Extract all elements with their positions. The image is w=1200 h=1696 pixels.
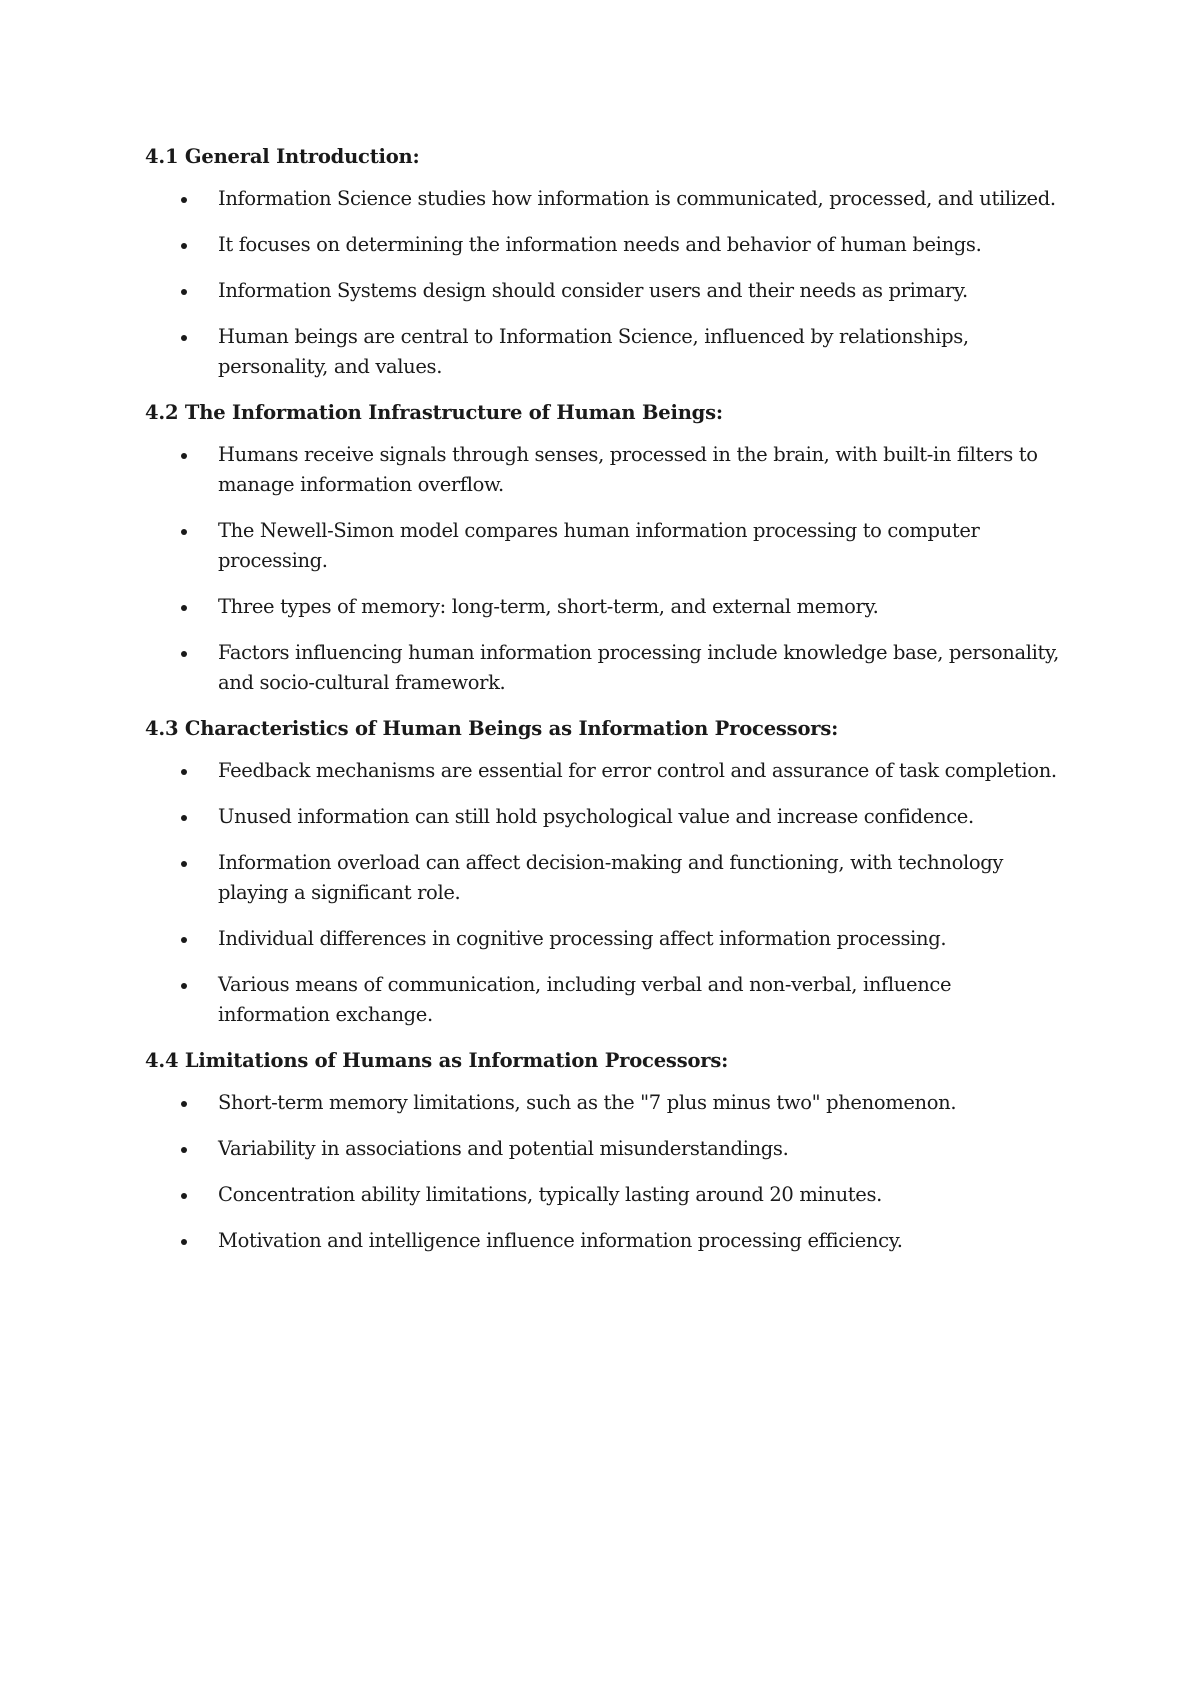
list-item-text: Motivation and intelligence influence information processing efficiency. xyxy=(218,1229,903,1252)
bullet-icon xyxy=(181,769,187,775)
list-item-text: Information overload can affect decision-making and functioning, with technology playing a significant role. xyxy=(218,851,1004,904)
bullet-icon xyxy=(181,289,187,295)
list-item xyxy=(145,516,1065,576)
list-item-text: Information Science studies how information is communicated, processed, and utilized. xyxy=(218,187,1056,210)
bullet-icon xyxy=(181,1239,187,1245)
list-item xyxy=(145,440,1065,500)
list-item-text: Various means of communication, including verbal and non-verbal, influence information exchange. xyxy=(218,973,952,1026)
bullet-icon xyxy=(181,937,187,943)
document-page xyxy=(145,142,1065,1272)
list-item xyxy=(145,276,1065,306)
list-item-text: Concentration ability limitations, typically lasting around 20 minutes. xyxy=(218,1183,882,1206)
list-item-text: Variability in associations and potential misunderstandings. xyxy=(218,1137,789,1160)
list-item-text: Humans receive signals through senses, processed in the brain, with built-in filters to manage information overflow. xyxy=(218,443,1038,496)
list-item-text: The Newell-Simon model compares human information processing to computer processing. xyxy=(218,519,980,572)
list-item xyxy=(145,1088,1065,1118)
bullet-list xyxy=(145,756,1065,1030)
list-item-text: Individual differences in cognitive processing affect information processing. xyxy=(218,927,947,950)
list-item xyxy=(145,802,1065,832)
bullet-icon xyxy=(181,197,187,203)
bullet-icon xyxy=(181,815,187,821)
bullet-list xyxy=(145,1088,1065,1256)
bullet-icon xyxy=(181,335,187,341)
list-item xyxy=(145,1180,1065,1210)
bullet-icon xyxy=(181,243,187,249)
list-item-text: Unused information can still hold psychological value and increase confidence. xyxy=(218,805,974,828)
section-heading: 4.4 Limitations of Humans as Information Processors: xyxy=(145,1049,729,1072)
bullet-icon xyxy=(181,1101,187,1107)
list-item xyxy=(145,592,1065,622)
list-item-text: Short-term memory limitations, such as the "7 plus minus two" phenomenon. xyxy=(218,1091,957,1114)
bullet-icon xyxy=(181,651,187,657)
bullet-icon xyxy=(181,529,187,535)
list-item xyxy=(145,756,1065,786)
section-information-infrastructure xyxy=(145,398,1065,698)
list-item xyxy=(145,970,1065,1030)
list-item xyxy=(145,1226,1065,1256)
list-item xyxy=(145,322,1065,382)
list-item xyxy=(145,1134,1065,1164)
list-item-text: Three types of memory: long-term, short-term, and external memory. xyxy=(218,595,879,618)
bullet-icon xyxy=(181,1193,187,1199)
section-heading: 4.3 Characteristics of Human Beings as Information Processors: xyxy=(145,717,839,740)
bullet-icon xyxy=(181,605,187,611)
list-item-text: Human beings are central to Information Science, influenced by relationships, personality, and values. xyxy=(218,325,969,378)
list-item xyxy=(145,184,1065,214)
list-item xyxy=(145,924,1065,954)
list-item xyxy=(145,230,1065,260)
section-characteristics xyxy=(145,714,1065,1030)
bullet-icon xyxy=(181,453,187,459)
bullet-icon xyxy=(181,983,187,989)
section-heading: 4.1 General Introduction: xyxy=(145,145,420,168)
section-general-introduction xyxy=(145,142,1065,382)
bullet-icon xyxy=(181,861,187,867)
list-item-text: Feedback mechanisms are essential for error control and assurance of task completion. xyxy=(218,759,1057,782)
section-limitations xyxy=(145,1046,1065,1256)
bullet-list xyxy=(145,440,1065,698)
list-item xyxy=(145,848,1065,908)
bullet-icon xyxy=(181,1147,187,1153)
list-item-text: It focuses on determining the information needs and behavior of human beings. xyxy=(218,233,982,256)
list-item xyxy=(145,638,1065,698)
list-item-text: Information Systems design should consider users and their needs as primary. xyxy=(218,279,968,302)
list-item-text: Factors influencing human information processing include knowledge base, personality, and socio-cultural framework. xyxy=(218,641,1059,694)
bullet-list xyxy=(145,184,1065,382)
section-heading: 4.2 The Information Infrastructure of Human Beings: xyxy=(145,401,723,424)
